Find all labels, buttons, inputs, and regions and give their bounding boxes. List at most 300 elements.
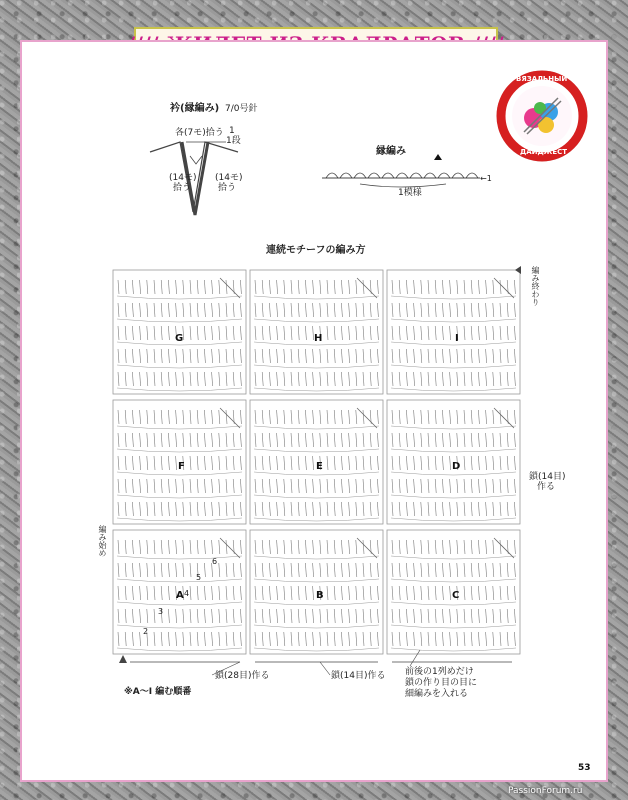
stitch-mark [132,502,133,516]
stitch-mark [493,632,494,646]
stitch-mark [118,372,119,386]
stitch-mark [161,479,162,493]
stitch-mark [197,280,198,294]
stitch-mark [291,632,292,646]
stitch-mark [349,372,350,386]
stitch-mark [514,433,515,447]
stitch-mark [140,479,141,493]
stitch-mark [392,456,393,470]
stitch-mark [363,609,364,623]
stitch-mark [176,609,177,623]
stitch-mark [219,280,220,294]
stitch-mark [486,479,487,493]
stitch-mark [334,349,335,363]
stitch-mark [255,349,256,363]
row-curve [391,648,516,651]
stitch-mark [450,326,451,340]
stitch-mark [471,609,472,623]
stitch-mark [313,609,314,623]
stitch-mark [349,479,350,493]
logo-text-bottom: ДАЙДЖЕСТ [520,148,568,156]
stitch-mark [399,303,400,317]
stitch-mark [277,502,278,516]
stitch-mark [370,586,371,600]
stitch-mark [204,326,205,340]
stitch-mark [514,303,515,317]
stitch-mark [399,349,400,363]
stitch-mark [262,479,263,493]
stitch-mark [493,303,494,317]
stitch-mark [240,372,241,386]
stitch-mark [428,609,429,623]
stitch-mark [500,433,501,447]
stitch-mark [313,540,314,554]
stitch-mark [154,280,155,294]
stitch-mark [168,456,169,470]
stitch-mark [305,303,306,317]
corner-marker [220,408,240,428]
stitch-mark [442,326,443,340]
stitch-mark [125,349,126,363]
stitch-mark [320,563,321,577]
stitch-mark [233,372,234,386]
stitch-mark [313,372,314,386]
stitch-mark [313,456,314,470]
stitch-mark [118,540,119,554]
row-curve [117,556,242,559]
stitch-mark [204,280,205,294]
stitch-mark [298,632,299,646]
stitch-mark [161,303,162,317]
stitch-mark [478,410,479,424]
stitch-mark [262,502,263,516]
stitch-mark [435,456,436,470]
stitch-mark [442,349,443,363]
stitch-mark [140,609,141,623]
stitch-mark [277,303,278,317]
edging-repeat-bracket [360,184,446,187]
motif-letter-d: D [452,461,461,472]
stitch-mark [500,563,501,577]
stitch-mark [219,303,220,317]
stitch-mark [313,586,314,600]
stitch-mark [305,349,306,363]
stitch-mark [471,326,472,340]
stitch-mark [154,563,155,577]
collar-pickup-right-1: (14モ) [215,173,243,183]
stitch-mark [305,632,306,646]
stitch-mark [240,410,241,424]
stitch-mark [356,609,357,623]
stitch-mark [255,372,256,386]
stitch-mark [471,349,472,363]
stitch-mark [500,349,501,363]
stitch-mark [363,456,364,470]
stitch-mark [118,326,119,340]
stitch-mark [507,372,508,386]
stitch-mark [240,479,241,493]
stitch-mark [406,326,407,340]
stitch-mark [212,479,213,493]
stitch-mark [414,632,415,646]
stitch-mark [414,586,415,600]
stitch-mark [219,410,220,424]
corner-marker [357,538,377,558]
stitch-mark [132,479,133,493]
stitch-mark [298,349,299,363]
stitch-mark [406,433,407,447]
stitch-mark [132,456,133,470]
stitch-mark [507,563,508,577]
stitch-mark [414,372,415,386]
stitch-mark [334,280,335,294]
stitch-mark [471,502,472,516]
stitch-mark [356,326,357,340]
stitch-mark [500,540,501,554]
stitch-mark [377,280,378,294]
stitch-mark [168,540,169,554]
stitch-mark [277,563,278,577]
stitch-mark [197,540,198,554]
stitch-mark [464,349,465,363]
stitch-mark [392,410,393,424]
stitch-mark [313,563,314,577]
stitch-mark [363,632,364,646]
stitch-mark [125,410,126,424]
stitch-mark [212,540,213,554]
stitch-mark [392,433,393,447]
round-number-2: 2 [143,627,149,636]
stitch-mark [140,280,141,294]
stitch-mark [486,609,487,623]
stitch-mark [442,632,443,646]
stitch-mark [313,632,314,646]
row-curve [254,579,379,582]
row-curve [391,495,516,498]
motif-letter-i: I [455,333,459,344]
stitch-mark [428,433,429,447]
stitch-mark [500,586,501,600]
stitch-mark [349,586,350,600]
stitch-mark [356,540,357,554]
edging-picot [368,173,380,178]
stitch-mark [356,586,357,600]
stitch-mark [284,479,285,493]
stitch-mark [269,410,270,424]
stitch-mark [435,586,436,600]
stitch-mark [349,632,350,646]
stitch-mark [334,563,335,577]
stitch-mark [363,502,364,516]
stitch-mark [226,303,227,317]
stitch-mark [262,609,263,623]
stitch-mark [500,410,501,424]
stitch-mark [414,349,415,363]
stitch-mark [154,303,155,317]
stitch-mark [140,326,141,340]
stitch-mark [363,433,364,447]
stitch-mark [421,502,422,516]
stitch-mark [255,456,256,470]
stitch-mark [478,586,479,600]
stitch-mark [478,303,479,317]
stitch-mark [226,349,227,363]
stitch-mark [500,609,501,623]
motif-letter-h: H [314,333,323,344]
row-curve [117,449,242,452]
stitch-mark [377,632,378,646]
stitch-mark [140,349,141,363]
stitch-mark [161,540,162,554]
stitch-mark [327,456,328,470]
edging-marker [434,154,442,160]
stitch-mark [140,410,141,424]
stitch-mark [204,433,205,447]
watermark: PassionForum.ru [508,786,583,796]
stitch-mark [349,540,350,554]
stitch-mark [176,303,177,317]
row-curve [254,296,379,299]
logo-text-top: ВЯЗАЛЬНЫЙ [516,75,568,83]
stitch-mark [284,349,285,363]
stitch-mark [255,540,256,554]
motif-letter-a: A [176,590,184,601]
stitch-mark [406,632,407,646]
stitch-mark [442,433,443,447]
corner-marker [357,408,377,428]
stitch-mark [284,609,285,623]
stitch-mark [240,586,241,600]
edging-picot [326,173,338,178]
stitch-mark [125,632,126,646]
stitch-mark [363,349,364,363]
stitch-mark [140,502,141,516]
stitch-mark [392,372,393,386]
stitch-mark [414,479,415,493]
stitch-mark [168,609,169,623]
stitch-mark [514,326,515,340]
stitch-mark [154,349,155,363]
stitch-mark [507,586,508,600]
stitch-mark [262,280,263,294]
stitch-mark [406,479,407,493]
stitch-mark [450,609,451,623]
stitch-mark [320,410,321,424]
stitch-mark [313,280,314,294]
stitch-mark [464,372,465,386]
row-curve [254,648,379,651]
stitch-mark [118,563,119,577]
stitch-mark [262,326,263,340]
stitch-mark [154,410,155,424]
stitch-mark [204,609,205,623]
stitch-mark [240,609,241,623]
stitch-mark [154,326,155,340]
stitch-mark [147,456,148,470]
stitch-mark [493,609,494,623]
stitch-mark [132,372,133,386]
stitch-mark [349,502,350,516]
stitch-mark [298,433,299,447]
row-curve [254,319,379,322]
stitch-mark [399,372,400,386]
stitch-mark [464,303,465,317]
stitch-mark [291,586,292,600]
stitch-mark [176,479,177,493]
stitch-mark [442,540,443,554]
stitch-mark [500,372,501,386]
stitch-mark [291,609,292,623]
stitch-mark [356,303,357,317]
stitch-mark [457,349,458,363]
stitch-mark [154,456,155,470]
stitch-mark [406,563,407,577]
stitch-mark [262,632,263,646]
note-line-1: 前後の1列めだけ [405,667,474,677]
stitch-mark [147,540,148,554]
stitch-mark [140,456,141,470]
stitch-mark [212,433,213,447]
stitch-mark [428,586,429,600]
stitch-mark [240,502,241,516]
stitch-mark [219,563,220,577]
stitch-mark [341,372,342,386]
stitch-mark [363,280,364,294]
edging-picot [424,173,436,178]
stitch-mark [450,540,451,554]
collar-needle: 7/0号針 [225,104,258,114]
row-curve [391,426,516,429]
stitch-mark [204,372,205,386]
stitch-mark [457,632,458,646]
stitch-mark [269,456,270,470]
stitch-mark [406,540,407,554]
stitch-mark [399,563,400,577]
stitch-mark [399,456,400,470]
stitch-mark [377,563,378,577]
stitch-mark [168,410,169,424]
stitch-mark [190,456,191,470]
stitch-mark [363,372,364,386]
stitch-mark [334,502,335,516]
stitch-mark [428,326,429,340]
stitch-mark [377,586,378,600]
stitch-mark [370,456,371,470]
stitch-mark [226,280,227,294]
stitch-mark [269,586,270,600]
stitch-mark [262,456,263,470]
stitch-mark [478,632,479,646]
stitch-mark [471,632,472,646]
chain-14-label: 鎖(14目)作る [331,671,386,681]
stitch-mark [349,349,350,363]
stitch-mark [334,456,335,470]
stitch-mark [284,586,285,600]
stitch-mark [349,303,350,317]
stitch-mark [219,456,220,470]
stitch-mark [327,410,328,424]
stitch-mark [125,502,126,516]
stitch-mark [269,303,270,317]
stitch-mark [313,410,314,424]
row-curve [254,602,379,605]
stitch-mark [457,280,458,294]
stitch-mark [284,540,285,554]
stitch-mark [305,586,306,600]
stitch-mark [204,563,205,577]
stitch-mark [392,540,393,554]
round-number-4: 4 [184,589,190,598]
stitch-mark [464,326,465,340]
stitch-mark [262,563,263,577]
stitch-mark [262,540,263,554]
stitch-mark [399,410,400,424]
stitch-mark [406,586,407,600]
stitch-mark [514,632,515,646]
stitch-mark [514,540,515,554]
stitch-mark [147,502,148,516]
stitch-mark [320,479,321,493]
stitch-mark [212,349,213,363]
stitch-mark [493,563,494,577]
end-arrow [515,266,521,274]
stitch-mark [168,280,169,294]
stitch-mark [147,609,148,623]
row-curve [254,625,379,628]
stitch-mark [168,502,169,516]
stitch-mark [363,540,364,554]
chain-28-label: 鎖(28目)作る [215,671,270,681]
stitch-mark [392,502,393,516]
stitch-mark [421,479,422,493]
stitch-mark [132,609,133,623]
edging-picot [466,173,478,178]
stitch-mark [277,586,278,600]
stitch-mark [406,410,407,424]
stitch-mark [356,502,357,516]
stitch-mark [414,502,415,516]
stitch-mark [190,433,191,447]
stitch-mark [478,326,479,340]
corner-marker [494,538,514,558]
stitch-mark [233,456,234,470]
stitch-mark [442,563,443,577]
round-number-5: 5 [196,573,202,582]
stitch-mark [457,433,458,447]
stitch-mark [147,372,148,386]
stitch-mark [255,609,256,623]
stitch-mark [370,372,371,386]
edging-picot [354,173,366,178]
stitch-mark [486,326,487,340]
row-curve [391,472,516,475]
stitch-mark [262,433,263,447]
stitch-mark [334,410,335,424]
stitch-mark [421,609,422,623]
stitch-mark [240,563,241,577]
stitch-mark [291,540,292,554]
collar-title: 衿(縁編み) [170,103,220,114]
stitch-mark [154,632,155,646]
corner-marker [220,278,240,298]
stitch-mark [269,563,270,577]
row-curve [391,602,516,605]
stitch-mark [435,479,436,493]
stitch-mark [197,609,198,623]
stitch-mark [435,563,436,577]
stitch-mark [435,609,436,623]
stitch-mark [168,433,169,447]
